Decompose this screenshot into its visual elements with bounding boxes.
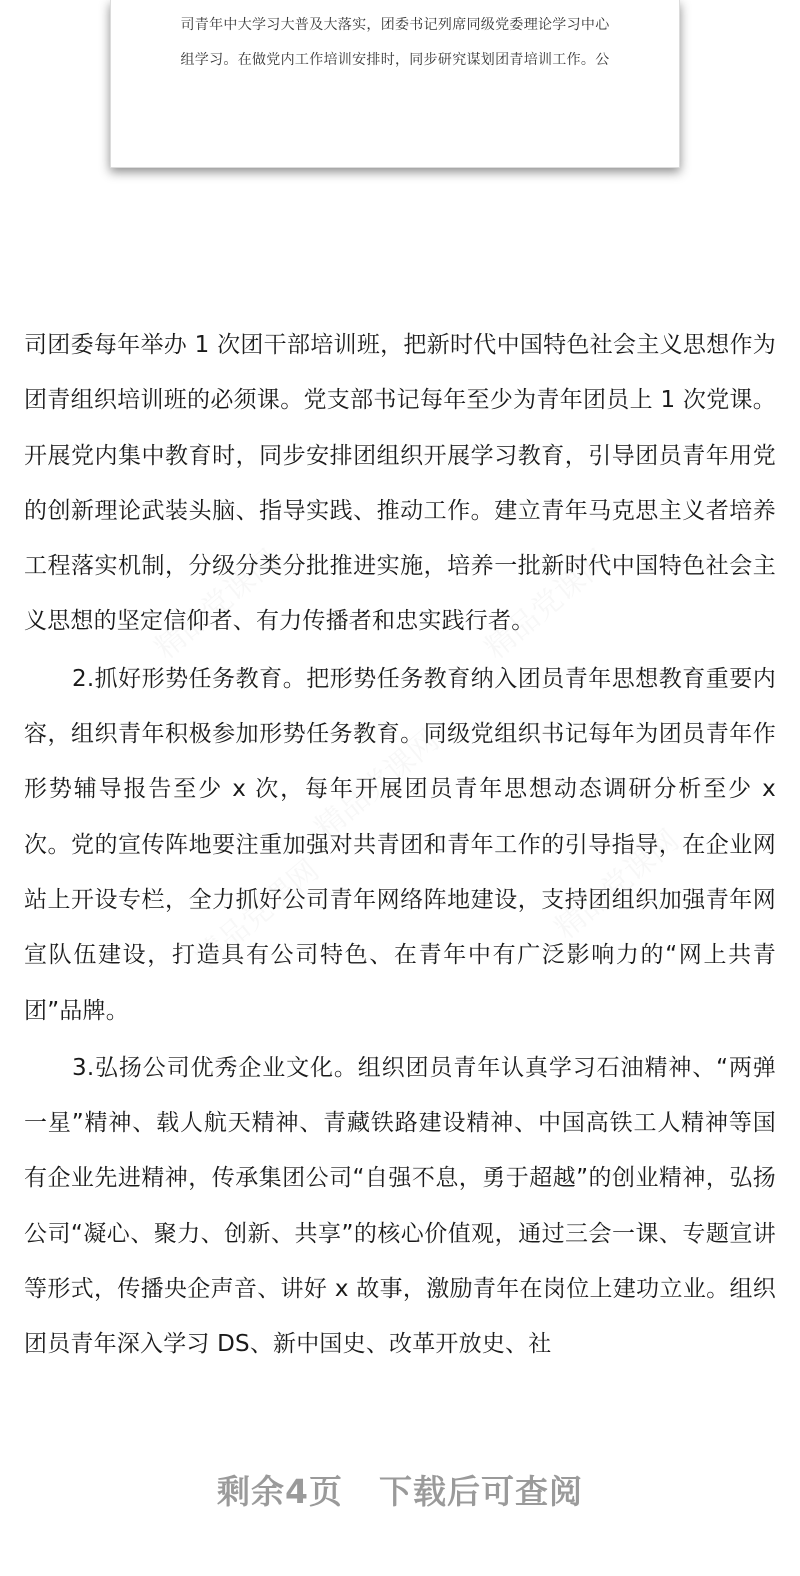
preview-card bbox=[110, 0, 680, 168]
download-banner[interactable] bbox=[0, 1466, 800, 1513]
preview-line-1: 司青年中大学习大普及大落实，团委书记列席同级党委理论学习中心 bbox=[180, 17, 610, 33]
watermark: 精品党课网 bbox=[308, 723, 446, 847]
remaining-pages-label: 剩余4页 bbox=[217, 1472, 343, 1511]
preview-line-2: 组学习。在做党内工作培训安排时，同步研究谋划团青培训工作。公 bbox=[180, 52, 610, 68]
download-to-view-label[interactable]: 下载后可查阅 bbox=[378, 1472, 583, 1511]
paragraph: 2.抓好形势任务教育。把形势任务教育纳入团员青年思想教育重要内容，组织青年积极参加形势任务教育。同级党组织书记每年为团员青年作形势辅导报告至少 x 次，每年开展团员青年思想动态调研分析至少 x 次。党的宣传阵地要注重加强对共青团和青年工作的引导指导，在企业网站上开设专栏，全力抓好公司青年网络阵地建设，支持团组织加强青年网宣队伍建设，打造具有公司特色、在青年中有广泛影响力的“网上共青团”品牌。 bbox=[24, 665, 776, 1024]
watermark: 精品党课网 bbox=[478, 543, 616, 667]
watermark: 精品党课网 bbox=[148, 543, 286, 667]
document-body bbox=[24, 318, 776, 1375]
paragraph: 司团委每年举办 1 次团干部培训班，把新时代中国特色社会主义思想作为团青组织培训班的必须课。党支部书记每年至少为青年团员上 1 次党课。开展党内集中教育时，同步安排团组织开展学习教育，引导团员青年用党的创新理论武装头脑、指导实践、推动工作。建立青年马克思主义者培养工程落实机制，分级分类分批推进实施，培养一批新时代中国特色社会主义思想的坚定信仰者、有力传播者和忠实践行者。 bbox=[24, 332, 776, 635]
watermark: 精品党课网 bbox=[548, 823, 686, 947]
paragraph: 3.弘扬公司优秀企业文化。组织团员青年认真学习石油精神、“两弹一星”精神、载人航天精神、青藏铁路建设精神、中国高铁工人精神等国有企业先进精神，传承集团公司“自强不息，勇于超越”的创业精神，弘扬公司“凝心、聚力、创新、共享”的核心价值观，通过三会一课、专题宣讲等形式，传播央企声音、讲好 x 故事，激励青年在岗位上建功立业。组织团员青年深入学习 DS、新中国史、改革开放史、社 bbox=[24, 1054, 776, 1358]
watermark: 精品党课网 bbox=[188, 853, 326, 977]
